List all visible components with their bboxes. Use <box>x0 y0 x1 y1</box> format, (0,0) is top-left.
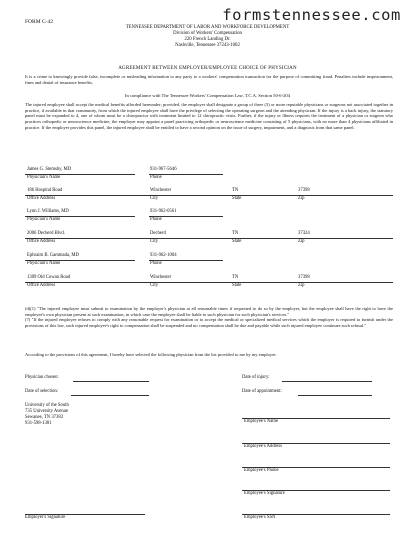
form-code: FORM C-42 <box>25 19 53 25</box>
state-label: State <box>232 239 242 244</box>
header-line-1: TENNESSEE DEPARTMENT OF LABOR AND WORKFORCE DEVELOPMENT <box>125 25 290 30</box>
date-of-selection-field[interactable] <box>71 395 149 396</box>
physician-2-state[interactable]: TN <box>232 231 239 236</box>
physician-1-address[interactable]: 186 Hospital Road <box>27 188 63 193</box>
employer-signature-label: Employer's Signature <box>25 515 66 520</box>
physician-3-state[interactable]: TN <box>232 275 239 280</box>
employee-phone-label: Employee's Phone <box>244 468 279 473</box>
physician-name-label: Physician's Name <box>27 217 61 222</box>
selection-statement: According to the provisions of this agreement, I hereby have selected the following physician from the list provided to me by my employer. <box>25 352 277 357</box>
office-address-label: Office Address <box>27 196 56 201</box>
city-label: City <box>150 283 159 288</box>
employer-name: University of the South <box>25 403 69 408</box>
physician-3-address[interactable]: 1309 Old Cowan Road <box>27 275 71 280</box>
physician-1-name[interactable]: James G. Stemsby, MD <box>27 167 72 172</box>
city-label: City <box>150 196 159 201</box>
header-line-3: 220 French Landing Dr. <box>184 37 231 43</box>
compliance-note: In compliance with The Tennessee Workers' Compensation Law, T.C.A. Section 50-6-204 <box>124 93 290 98</box>
physician-name-label: Physician's Name <box>27 261 61 266</box>
physician-1-state[interactable]: TN <box>232 188 239 193</box>
employee-ssn-label: Employee's SSN <box>244 515 276 520</box>
office-address-label: Office Address <box>27 239 56 244</box>
physician-2-city[interactable]: Decherd <box>150 231 166 236</box>
employee-signature-label: Employee's Signature <box>244 491 285 496</box>
zip-label: Zip <box>298 196 305 201</box>
zip-label: Zip <box>298 239 305 244</box>
physician-3-phone[interactable]: 931-962-1004 <box>150 253 177 258</box>
agency-header <box>0 25 415 49</box>
physician-1-phone[interactable]: 931-967-5646 <box>150 167 177 172</box>
phone-label: Phone <box>150 217 162 222</box>
legal-provisions: (d)(1) "The injured employee must submit to examination by the employer's physician at all reasonable times if requested to do so by the employer, but the employee shall have the right to have the employee's own physician present at such examination, in which case the employee shall be liable to such physician for such physician's services." (7) "If the injured employee refuses to comply with any reasonable request for examination or to accept the medical or specialized medical services which the employer is required to furnish under the provisions of this law, such injured employee's right to compensation shall be suspended and no compensation shall be due and payable while such injured employee continues such refusal." <box>25 306 393 329</box>
date-of-appointment-label: Date of appointment: <box>242 389 282 394</box>
physician-chosen-label: Physician chosen: <box>25 375 59 380</box>
phone-label: Phone <box>150 175 162 180</box>
physician-2-phone[interactable]: 931-962-0561 <box>150 209 177 214</box>
physician-2-zip[interactable]: 37324 <box>298 231 310 236</box>
intro-paragraph: The injured employee shall accept the medical benefits afforded hereunder; provided, the employer shall designate a group of three (3) or more reputable physicians or surgeons not associated together in practice, if available in that community, from which the injured employee shall have the privilege of selecting the operating surgeon and the attending physician. If the injury is a back injury, the statutory panel must be expanded to 4, one of whom must be a chiropractor with treatment limited to 12 chiropractic visits. Further, if the injury or illness requires the treatment of a physician or surgeon who practices orthopedic or neuroscience medicine, the employer may appoint a panel practicing orthopedic or neuroscience medicine consisting of 5 physicians, with no more than 4 physicians affiliated in practice. If the employer provides this panel, the injured employee shall be entitled to have a second opinion on the issue of surgery, impairment, and a diagnosis from that same panel. <box>25 102 393 130</box>
header-line-2: Division of Workers' Compensation <box>173 31 242 37</box>
city-label: City <box>150 239 159 244</box>
physician-3-zip[interactable]: 37398 <box>298 275 310 280</box>
physician-3-city[interactable]: Winchester <box>150 275 172 280</box>
date-of-injury-label: Date of injury: <box>242 375 270 380</box>
state-label: State <box>232 283 242 288</box>
header-line-4: Nashville, Tennessee 37243-1002 <box>175 43 240 49</box>
date-of-selection-label: Date of selection: <box>25 389 59 394</box>
zip-label: Zip <box>298 283 305 288</box>
employer-city-state-zip: Sewanee, TN 37383 <box>25 415 64 420</box>
employer-street: 735 University Avenue <box>25 409 69 414</box>
phone-label: Phone <box>150 261 162 266</box>
physician-1-city[interactable]: Winchester <box>150 188 172 193</box>
brand-logo-text: formstennessee.com <box>222 6 401 24</box>
employee-address-label: Employee's Address <box>244 444 282 449</box>
office-address-label: Office Address <box>27 283 56 288</box>
fraud-warning: It is a crime to knowingly provide false, incomplete or misleading information to any party to a workers' compensation transaction for the purpose of committing fraud. Penalties include imprisonment, fines and denial of insurance benefits. <box>25 74 393 85</box>
date-of-injury-field[interactable] <box>282 381 372 382</box>
employer-phone: 931-598-1381 <box>25 421 52 426</box>
form-title: AGREEMENT BETWEEN EMPLOYER/EMPLOYEE CHOICE OF PHYSICIAN <box>118 66 297 71</box>
physician-2-address[interactable]: 2006 Decherd Blvd. <box>27 231 65 236</box>
employee-name-label: Employee's Name <box>244 419 279 424</box>
employer-info <box>25 403 69 427</box>
state-label: State <box>232 196 242 201</box>
physician-chosen-field[interactable] <box>73 381 149 382</box>
physician-3-name[interactable]: Ephraim B. Gammada, MD <box>27 253 79 258</box>
physician-1-zip[interactable]: 37398 <box>298 188 310 193</box>
physician-2-name[interactable]: Lynn J. Williams, MD <box>27 209 69 214</box>
physician-name-label: Physician's Name <box>27 175 61 180</box>
date-of-appointment-field[interactable] <box>298 395 372 396</box>
